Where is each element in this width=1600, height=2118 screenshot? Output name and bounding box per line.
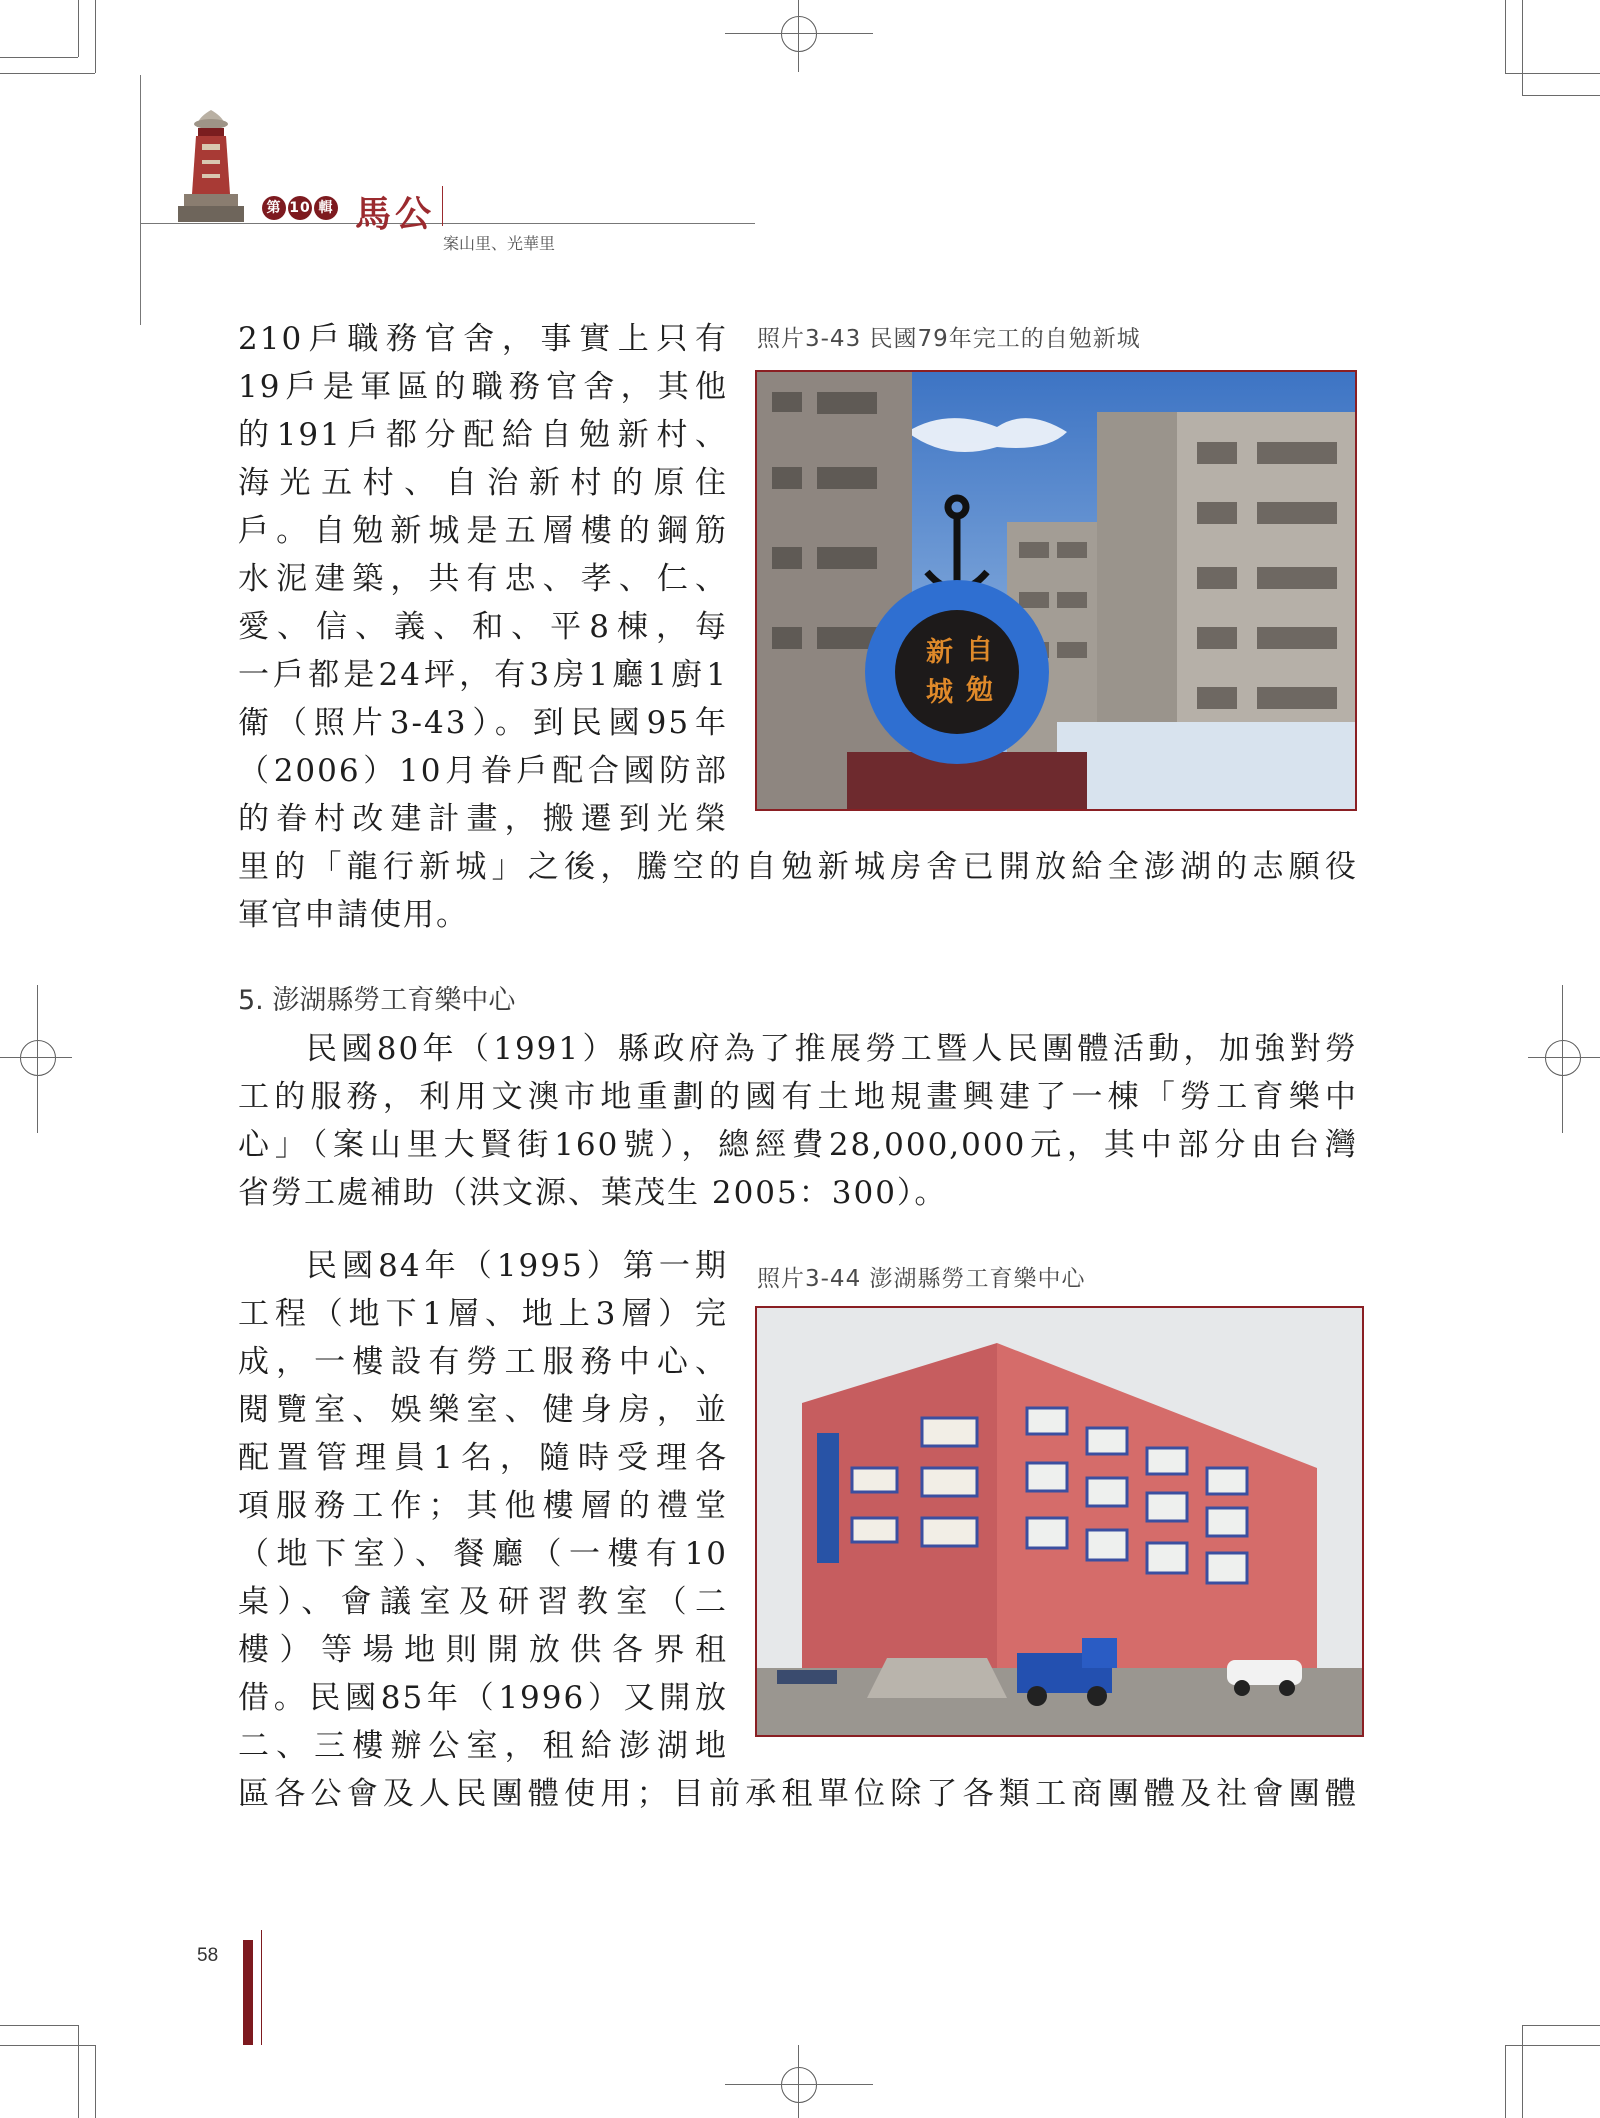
text-line: 的191戶都分配給自勉新村、: [238, 417, 728, 453]
text-line: 210戶職務官舍，事實上只有: [238, 321, 728, 357]
text-line: 19戶是軍區的職務官舍，其他: [238, 369, 728, 405]
text-line: 的眷村改建計畫，搬遷到光榮: [238, 801, 728, 837]
text-line: 樓）等場地則開放供各界租: [238, 1632, 728, 1668]
text-line: 一戶都是24坪，有3房1廳1廚1: [238, 657, 728, 693]
text-line: 衛（照片3-43）。到民國95年: [238, 705, 728, 741]
text-line: 軍官申請使用。: [238, 897, 469, 933]
photo-zimian-new-city: [755, 370, 1357, 811]
series-suffix: 輯: [314, 196, 338, 220]
section-paragraph: [238, 1025, 1358, 1217]
text-line: 省勞工處補助（洪文源、葉茂生 2005：300）。: [238, 1175, 948, 1211]
brand-title: 馬公: [355, 193, 436, 235]
header-subtitle: 案山里、光華里: [443, 234, 556, 253]
text-line: 借。民國85年（1996）又開放: [238, 1680, 728, 1716]
text-line: 海光五村、自治新村的原住: [238, 465, 728, 501]
bottom-paragraph-full: [238, 1770, 1358, 1818]
header-rule-vertical: [140, 75, 141, 325]
footer-bar-thin: [261, 1930, 262, 2045]
text-line: 心」（案山里大賢街160號），總經費28,000,000元，其中部分由台灣: [238, 1127, 1358, 1163]
photo-sign-text: [920, 628, 1000, 708]
text-line: 戶。自勉新城是五層樓的鋼筋: [238, 513, 728, 549]
photo-labor-recreation-center: [755, 1306, 1364, 1737]
text-line: 桌）、會議室及研習教室（二: [238, 1584, 728, 1620]
text-line: 成，一樓設有勞工服務中心、: [238, 1344, 728, 1380]
series-prefix: 第: [262, 196, 286, 220]
top-paragraph-narrow: [238, 315, 728, 843]
series-badge: [262, 196, 340, 220]
lighthouse-monument-icon: [176, 108, 246, 224]
brand-divider: [442, 186, 443, 226]
sign-char: 自: [966, 635, 993, 666]
sign-char: 新: [926, 637, 953, 668]
text-line: 項服務工作；其他樓層的禮堂: [238, 1488, 728, 1524]
sign-char: 勉: [966, 675, 993, 706]
text-line: 民國84年（1995）第一期: [306, 1248, 728, 1284]
text-line: 里的「龍行新城」之後，騰空的自勉新城房舍已開放給全澎湖的志願役: [238, 849, 1358, 885]
text-line: 民國80年（1991）縣政府為了推展勞工暨人民團體活動，加強對勞: [306, 1031, 1358, 1067]
text-line: （2006）10月眷戶配合國防部: [238, 753, 728, 789]
text-line: （地下室）、餐廳（一樓有10: [238, 1536, 728, 1572]
text-line: 水泥建築，共有忠、孝、仁、: [238, 561, 728, 597]
text-line: 愛、信、義、和、平8棟，每: [238, 609, 728, 645]
top-paragraph-full: [238, 843, 1358, 939]
page-number: 58: [197, 1945, 219, 1966]
text-line: 工的服務，利用文澳市地重劃的國有土地規畫興建了一棟「勞工育樂中: [238, 1079, 1358, 1115]
section-heading: 5. 澎湖縣勞工育樂中心: [238, 985, 516, 1016]
photo-caption-3-44: 照片3-44 澎湖縣勞工育樂中心: [757, 1266, 1086, 1292]
photo-caption-3-43: 照片3-43 民國79年完工的自勉新城: [757, 326, 1141, 352]
series-number: 10: [288, 196, 312, 220]
footer-bar: [243, 1940, 253, 2045]
text-line: 閱覽室、娛樂室、健身房，並: [238, 1392, 728, 1428]
text-line: 區各公會及人民團體使用；目前承租單位除了各類工商團體及社會團體: [238, 1776, 1358, 1812]
bottom-paragraph-narrow: [238, 1242, 728, 1770]
text-line: 配置管理員1名，隨時受理各: [238, 1440, 728, 1476]
sign-char: 城: [926, 677, 953, 708]
text-line: 二、三樓辦公室，租給澎湖地: [238, 1728, 728, 1764]
text-line: 工程（地下1層、地上3層）完: [238, 1296, 728, 1332]
